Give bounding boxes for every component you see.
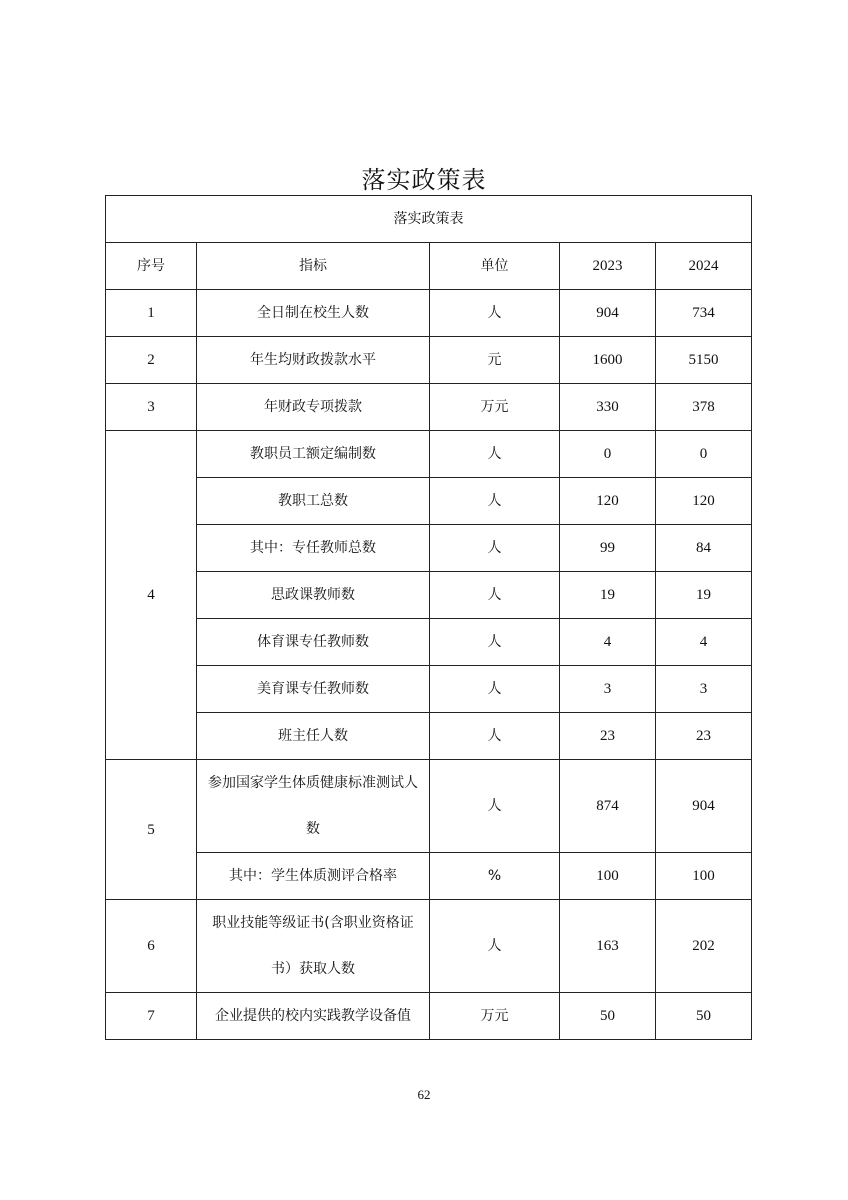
row-value-2024: 100 bbox=[656, 853, 752, 900]
row-value-2023: 4 bbox=[560, 619, 656, 666]
header-2023: 2023 bbox=[560, 243, 656, 290]
row-value-2024: 19 bbox=[656, 572, 752, 619]
row-indicator: 年生均财政拨款水平 bbox=[197, 337, 430, 384]
row-value-2023: 3 bbox=[560, 666, 656, 713]
header-indicator: 指标 bbox=[197, 243, 430, 290]
table-row bbox=[106, 290, 752, 337]
row-unit: 万元 bbox=[430, 384, 560, 431]
row-value-2023: 874 bbox=[560, 760, 656, 853]
header-2024: 2024 bbox=[656, 243, 752, 290]
row-value-2024: 50 bbox=[656, 993, 752, 1040]
row-unit: 人 bbox=[430, 478, 560, 525]
row-indicator: 思政课教师数 bbox=[197, 572, 430, 619]
row-seq: 7 bbox=[106, 993, 197, 1040]
row-value-2024: 120 bbox=[656, 478, 752, 525]
row-indicator: 企业提供的校内实践教学设备值 bbox=[197, 993, 430, 1040]
row-value-2023: 100 bbox=[560, 853, 656, 900]
row-seq: 6 bbox=[106, 900, 197, 993]
table-row bbox=[106, 478, 752, 525]
row-value-2023: 163 bbox=[560, 900, 656, 993]
row-indicator: 其中：专任教师总数 bbox=[197, 525, 430, 572]
table-row bbox=[106, 853, 752, 900]
page-title: 落实政策表 bbox=[361, 166, 487, 194]
row-value-2024: 3 bbox=[656, 666, 752, 713]
row-value-2024: 4 bbox=[656, 619, 752, 666]
row-value-2023: 23 bbox=[560, 713, 656, 760]
table-row bbox=[106, 713, 752, 760]
row-value-2024: 84 bbox=[656, 525, 752, 572]
row-value-2023: 99 bbox=[560, 525, 656, 572]
row-unit: 人 bbox=[430, 431, 560, 478]
row-value-2023: 1600 bbox=[560, 337, 656, 384]
row-unit: 元 bbox=[430, 337, 560, 384]
row-indicator: 年财政专项拨款 bbox=[197, 384, 430, 431]
header-unit: 单位 bbox=[430, 243, 560, 290]
table-row bbox=[106, 760, 752, 853]
row-value-2024: 378 bbox=[656, 384, 752, 431]
table-row bbox=[106, 619, 752, 666]
row-value-2023: 19 bbox=[560, 572, 656, 619]
table-caption: 落实政策表 bbox=[106, 196, 752, 243]
row-value-2023: 330 bbox=[560, 384, 656, 431]
row-unit: 人 bbox=[430, 760, 560, 853]
row-unit: 人 bbox=[430, 619, 560, 666]
row-seq: 3 bbox=[106, 384, 197, 431]
row-unit: % bbox=[430, 853, 560, 900]
row-unit: 人 bbox=[430, 572, 560, 619]
page-number: 62 bbox=[417, 1087, 431, 1102]
row-value-2024: 23 bbox=[656, 713, 752, 760]
table-row bbox=[106, 431, 752, 478]
table-row bbox=[106, 572, 752, 619]
row-indicator: 全日制在校生人数 bbox=[197, 290, 430, 337]
table-row bbox=[106, 900, 752, 993]
row-indicator: 教职员工额定编制数 bbox=[197, 431, 430, 478]
row-seq: 1 bbox=[106, 290, 197, 337]
row-unit: 人 bbox=[430, 666, 560, 713]
row-value-2024: 5150 bbox=[656, 337, 752, 384]
table-header-row bbox=[106, 243, 752, 290]
row-seq: 2 bbox=[106, 337, 197, 384]
row-value-2023: 120 bbox=[560, 478, 656, 525]
row-indicator: 教职工总数 bbox=[197, 478, 430, 525]
table-row bbox=[106, 337, 752, 384]
row-value-2023: 50 bbox=[560, 993, 656, 1040]
row-indicator: 体育课专任教师数 bbox=[197, 619, 430, 666]
row-value-2024: 904 bbox=[656, 760, 752, 853]
policy-table bbox=[105, 195, 752, 1040]
row-seq: 4 bbox=[106, 431, 197, 760]
row-seq: 5 bbox=[106, 760, 197, 900]
table-row bbox=[106, 525, 752, 572]
row-unit: 万元 bbox=[430, 993, 560, 1040]
table-row bbox=[106, 666, 752, 713]
row-unit: 人 bbox=[430, 900, 560, 993]
row-indicator: 参加国家学生体质健康标准测试人数 bbox=[197, 760, 430, 853]
header-seq: 序号 bbox=[106, 243, 197, 290]
row-value-2024: 734 bbox=[656, 290, 752, 337]
row-value-2023: 0 bbox=[560, 431, 656, 478]
row-value-2024: 202 bbox=[656, 900, 752, 993]
row-indicator: 职业技能等级证书(含职业资格证书）获取人数 bbox=[197, 900, 430, 993]
row-indicator: 美育课专任教师数 bbox=[197, 666, 430, 713]
row-indicator: 其中：学生体质测评合格率 bbox=[197, 853, 430, 900]
row-indicator: 班主任人数 bbox=[197, 713, 430, 760]
table-row bbox=[106, 993, 752, 1040]
row-value-2023: 904 bbox=[560, 290, 656, 337]
table-row bbox=[106, 384, 752, 431]
row-unit: 人 bbox=[430, 713, 560, 760]
row-value-2024: 0 bbox=[656, 431, 752, 478]
row-unit: 人 bbox=[430, 525, 560, 572]
row-unit: 人 bbox=[430, 290, 560, 337]
table-caption-row bbox=[106, 196, 752, 243]
